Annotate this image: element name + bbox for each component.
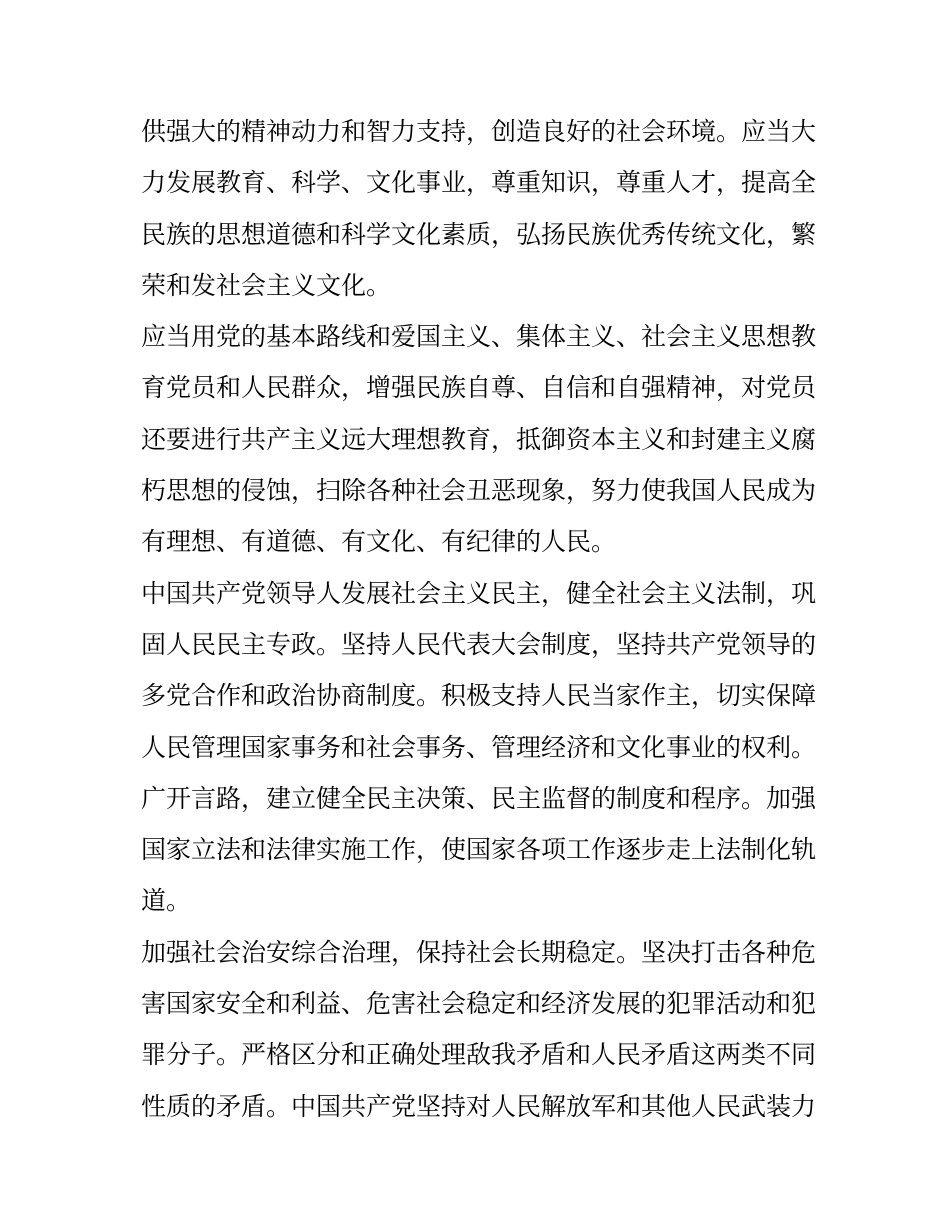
text-line: 罪分子。严格区分和正确处理敌我矛盾和人民矛盾这两类不同	[141, 1040, 817, 1070]
text-line: 广开言路，建立健全民主决策、民主监督的制度和程序。加强	[141, 783, 817, 813]
text-line: 多党合作和政治协商制度。积极支持人民当家作主，切实保障	[141, 681, 817, 711]
text-line: 民族的思想道德和科学文化素质，弘扬民族优秀传统文化，繁	[141, 219, 817, 249]
text-line: 人民管理国家事务和社会事务、管理经济和文化事业的权利。	[141, 732, 817, 762]
text-line: 朽思想的侵蚀，扫除各种社会丑恶现象，努力使我国人民成为	[141, 476, 817, 506]
text-line: 育党员和人民群众，增强民族自尊、自信和自强精神，对党员	[141, 373, 817, 403]
text-line: 加强社会治安综合治理，保持社会长期稳定。坚决打击各种危	[141, 937, 817, 967]
text-line: 荣和发社会主义文化。	[141, 270, 392, 300]
text-line: 还要进行共产主义远大理想教育，抵御资本主义和封建主义腐	[141, 424, 817, 454]
text-line: 供强大的精神动力和智力支持，创造良好的社会环境。应当大	[141, 117, 817, 146]
paragraph-2	[141, 311, 821, 567]
paragraph-1	[141, 106, 821, 311]
text-line: 道。	[141, 886, 192, 916]
text-line: 性质的矛盾。中国共产党坚持对人民解放军和其他人民武装力	[141, 1091, 817, 1121]
text-line: 中国共产党领导人发展社会主义民主，健全社会主义法制，巩	[141, 578, 817, 608]
text-line: 害国家安全和利益、危害社会稳定和经济发展的犯罪活动和犯	[141, 989, 817, 1019]
text-line: 有理想、有道德、有文化、有纪律的人民。	[141, 527, 617, 557]
paragraph-4	[141, 927, 821, 1132]
text-line: 应当用党的基本路线和爱国主义、集体主义、社会主义思想教	[141, 322, 817, 352]
document-body	[141, 106, 821, 1132]
paragraph-3	[141, 568, 821, 927]
text-line: 国家立法和法律实施工作，使国家各项工作逐步走上法制化轨	[141, 835, 817, 865]
text-line: 固人民民主专政。坚持人民代表大会制度，坚持共产党领导的	[141, 629, 817, 659]
text-line: 力发展教育、科学、文化事业，尊重知识，尊重人才，提高全	[141, 168, 817, 198]
